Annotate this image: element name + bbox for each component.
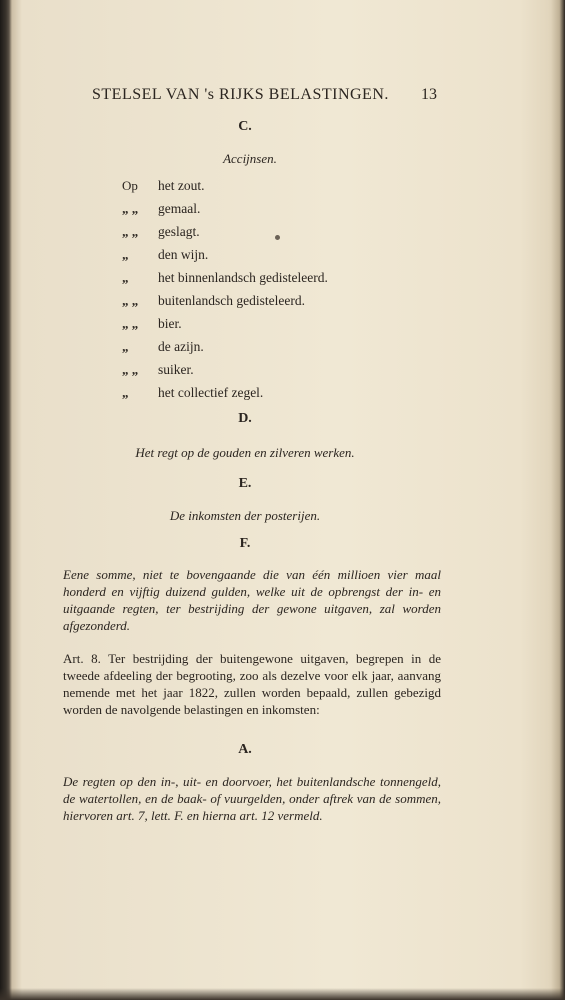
list-marker: „ „ [122,201,139,216]
list-text: de azijn. [158,339,204,354]
list-item [122,316,182,332]
section-e-text: De inkomsten der posterijen. [169,508,321,523]
list-marker: „ [122,385,129,400]
list-item [122,293,305,309]
list-marker: „ [122,339,129,354]
page-number: 13 [421,86,437,103]
section-d-letter: D. [238,411,252,426]
list-item [122,247,208,263]
section-f-paragraph: Eene somme, niet te bovengaande die van één millioen vier maal honderd en vijftig duizend gulden, welke uit de opbrengst der in- en uitgaande regten, ter bestrijding der gewone uitgaven, zal worden afgezonderd. [63,567,441,633]
list-text: het collectief zegel. [158,385,264,400]
list-marker: „ [122,270,129,285]
list-text: gemaal. [158,201,201,216]
list-text: buitenlandsch gedisteleerd. [158,293,305,308]
running-title: STELSEL VAN 's RIJKS BELASTINGEN. [92,86,389,103]
section-a-letter: A. [238,742,252,757]
list-text: geslagt. [158,224,200,239]
list-marker: „ „ [122,224,139,239]
list-text: suiker. [158,362,194,377]
section-f-letter: F. [239,536,251,551]
section-c-letter: C. [238,119,252,134]
ink-spot [275,235,280,240]
list-marker: „ „ [122,293,139,308]
list-marker: „ „ [122,316,139,331]
list-item [122,270,328,286]
list-marker: „ [122,247,129,262]
list-item [122,201,200,217]
list-text: bier. [158,316,182,331]
list-item [122,385,263,401]
section-a-paragraph: De regten op den in-, uit- en doorvoer, het buitenlandsche tonnengeld, de watertollen, en de baak- of vuurgelden, onder aftrek van de sommen, hiervoren art. 7, lett. F. en hierna art. 12 vermeld. [63,774,441,823]
list-item [122,178,205,194]
section-d-text: Het regt op de gouden en zilveren werken. [135,445,355,460]
list-item [122,339,204,355]
list-marker: Op [122,178,138,193]
article-8-paragraph: Art. 8. Ter bestrijding der buitengewone uitgaven, begrepen in de tweede afdeeling der begrooting, zoo als dezelve voor elk jaar, aanvang nemende met het jaar 1822, zullen worden bepaald, zullen gebezigd worden de navolgende belastingen en inkomsten: [63,651,441,717]
list-text: het zout. [158,178,205,193]
list-text: den wijn. [158,247,209,262]
section-c-heading: Accijnsen. [223,151,277,166]
list-text: het binnenlandsch gedisteleerd. [158,270,328,285]
list-item [122,362,194,378]
section-e-letter: E. [238,476,252,491]
list-item [122,224,200,240]
list-marker: „ „ [122,362,139,377]
